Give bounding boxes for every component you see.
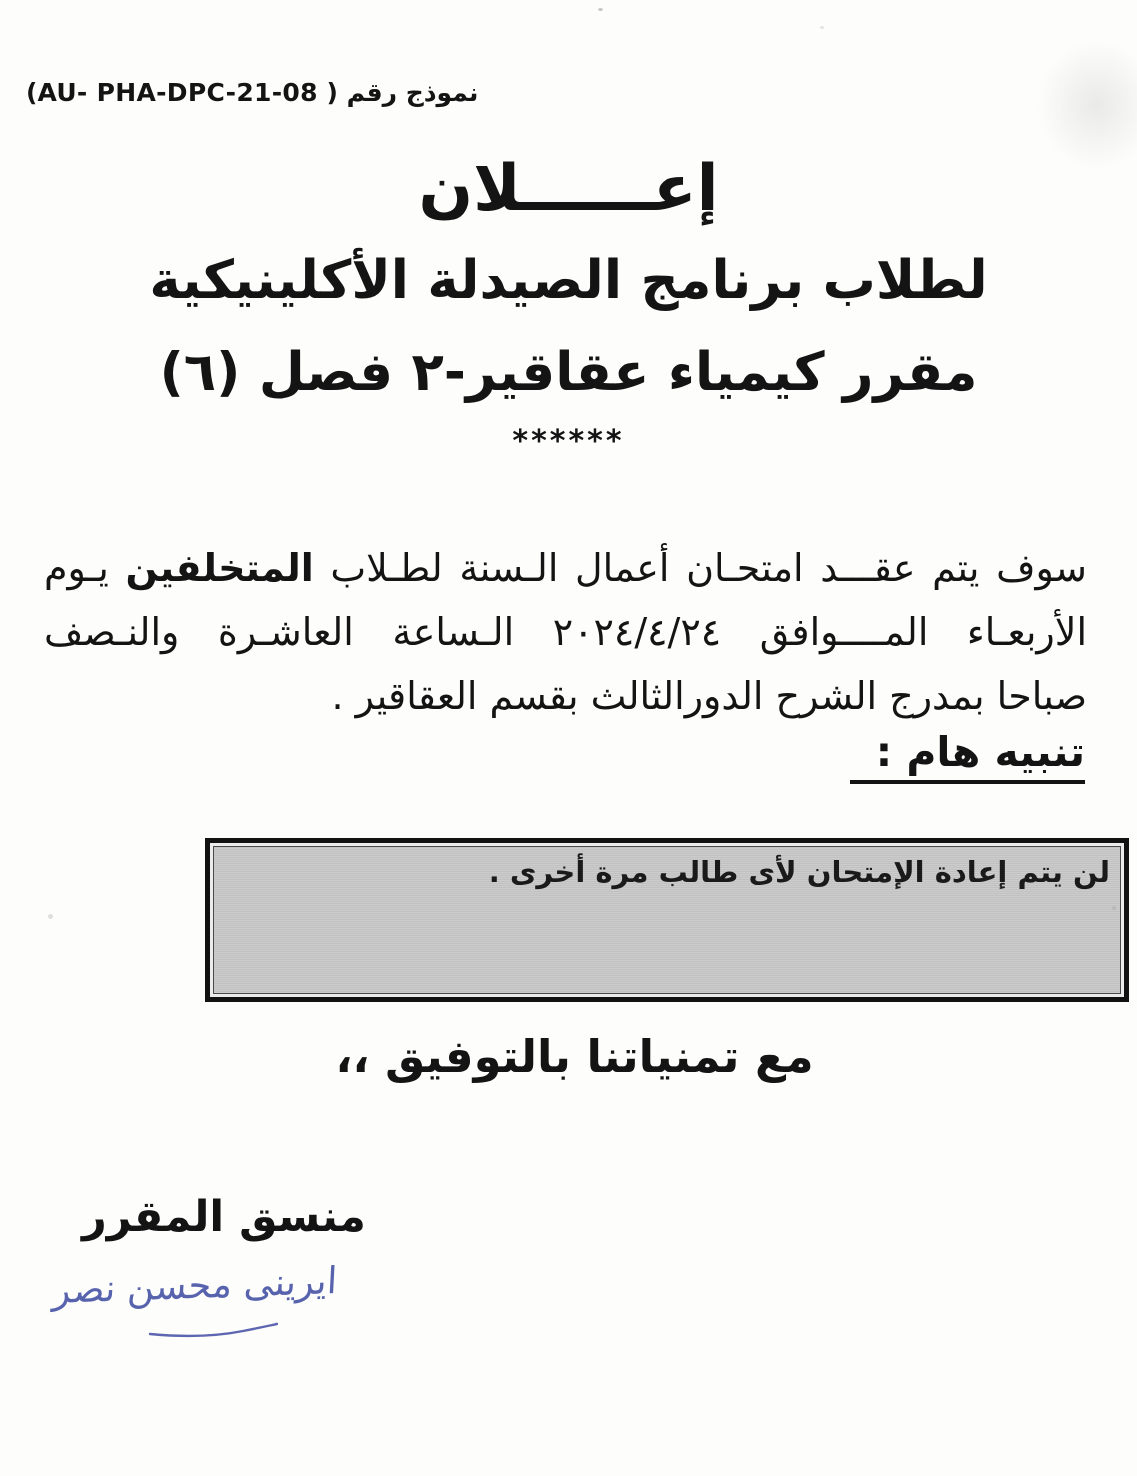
program-subtitle: لطلاب برنامج الصيدلة الأكلينيكية — [149, 250, 988, 311]
body-line-3: صباحا بمدرج الشرح الدورالثالث بقسم العقاقير . — [331, 674, 1087, 718]
scan-speck — [598, 8, 603, 11]
body-line-2: الأربعـاء المــــوافق ٢٠٢٤/٤/٢٤ الـساعة العاشـرة والنـصف — [44, 610, 1087, 654]
scan-speck — [1112, 906, 1116, 910]
handwritten-signature: ايرينى محسن نصر — [51, 1258, 339, 1313]
announcement-body — [44, 536, 1087, 728]
scan-speck — [48, 914, 53, 919]
body-line-1-text: سوف يتم عقـــد امتحـان أعمال الـسنة لطـلاب — [313, 546, 1087, 590]
scan-speck — [820, 26, 824, 29]
body-line-1-tail: يـوم — [44, 546, 126, 590]
page-title: إعــــــلان — [418, 152, 719, 226]
body-line-1-bold-word: المتخلفين — [125, 546, 314, 590]
course-subtitle: مقرر كيمياء عقاقير-٢ فصل (٦) — [159, 342, 978, 403]
notice-box-text: لن يتم إعادة الإمتحان لأى طالب مرة أخرى . — [488, 855, 1110, 889]
notice-heading — [850, 728, 1085, 784]
body-line-1 — [44, 536, 1087, 600]
signer-title: منسق المقرر — [82, 1192, 366, 1242]
notice-box — [205, 838, 1129, 1002]
signature-stroke — [148, 1322, 278, 1338]
closing-wish: مع تمنياتنا بالتوفيق ،، — [335, 1030, 814, 1083]
form-number: نموذج رقم ( AU- PHA-DPC-21-08) — [26, 78, 479, 107]
asterisk-separator: ****** — [512, 424, 625, 459]
scan-smudge — [1037, 40, 1137, 170]
notice-heading-underlined-text: تنبيه هام : — [850, 728, 1085, 784]
